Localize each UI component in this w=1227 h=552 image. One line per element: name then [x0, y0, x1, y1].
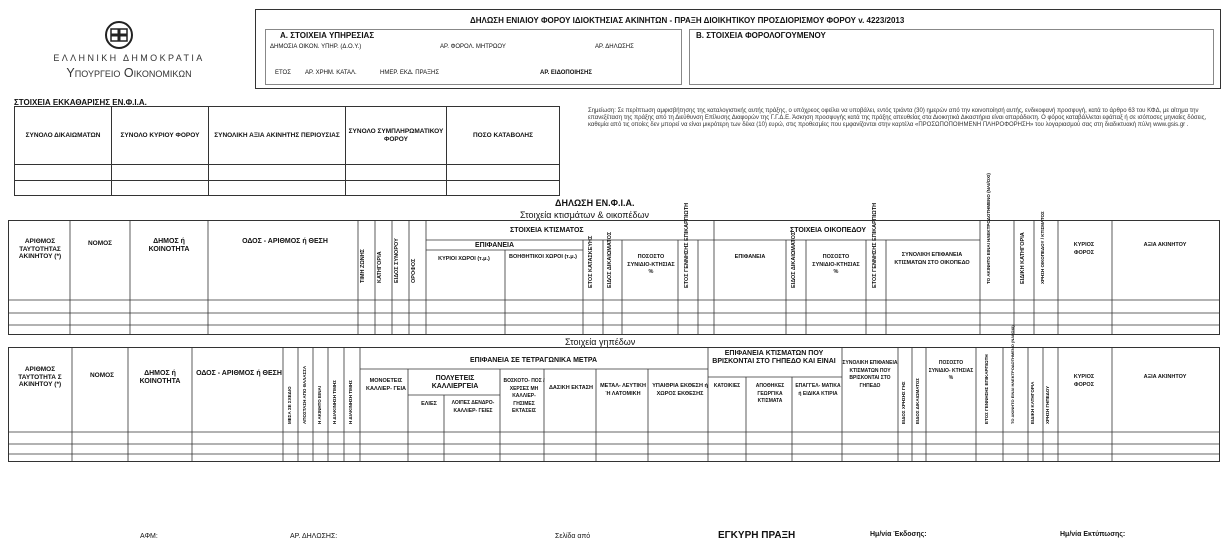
footer-afm: ΑΦΜ:: [140, 533, 158, 540]
t1-id: ΑΡΙΘΜΟΣ ΤΑΥΤΟΤΗΤΑΣ ΑΚΙΝΗΤΟΥ (*): [18, 238, 62, 260]
t1-v5: ΕΤΟΣ ΓΕΝΝΗΣΗΣ ΕΠΙΚΑΡΠΙΩΤΗ: [872, 202, 878, 288]
t2-katoikies: ΚΑΤΟΙΚΙΕΣ: [713, 383, 741, 389]
t2-axia: ΑΞΙΑ ΑΚΙΝΗΤΟΥ: [1143, 374, 1187, 380]
t2-monoeteis: ΜΟΝΟΕΤΕΙΣ ΚΑΛΛΙΕΡ- ΓΕΙΑ: [366, 378, 406, 392]
t1-v1-3: ΟΡΟΦΟΣ: [411, 258, 417, 283]
t1-v6-0: ΤΟ ΑΚΙΝΗΤΟ ΕΙΝΑΙ ΗΛΕΚΤΡΟΔΟΤΗΜΕΝΟ (ΝΑΙ/ΟΧΙ): [986, 173, 991, 284]
clearing-col-main-tax: ΣΥΝΟΛΟ ΚΥΡΙΟΥ ΦΟΡΟΥ: [112, 107, 209, 165]
t2-synoliki: ΣΥΝΟΛΙΚΗ ΕΠΙΦΑΝΕΙΑ ΚΤΙΣΜΑΤΩΝ ΠΟΥ ΒΡΙΣΚΟΝΤΑΙ ΣΤΟ ΓΗΠΕΔΟ: [842, 360, 898, 389]
t2-v3-3: ΧΡΗΣΗ ΓΗΠΕΔΟΥ: [1045, 385, 1050, 424]
section-a-row1-1: ΔΗΜΟΣΙΑ ΟΙΚΟΝ. ΥΠΗΡ. (Δ.Ο.Υ.): [270, 44, 362, 50]
t1-nomos: ΝΟΜΟΣ: [87, 240, 113, 247]
declaration-title: ΔΗΛΩΣΗ ΕΝ.Φ.Ι.Α.: [555, 198, 635, 208]
t1-synoliki: ΣΥΝΟΛΙΚΗ ΕΠΙΦΑΝΕΙΑ ΚΤΙΣΜΑΤΩΝ ΣΤΟ ΟΙΚΟΠΕΔΟ: [894, 252, 970, 266]
t2-v1-0: ΜΕΣΑ ΣΕ ΣΧΕΔΙΟ: [287, 386, 292, 424]
t2-odos: ΟΔΟΣ - ΑΡΙΘΜΟΣ ή ΘΕΣΗ: [196, 370, 282, 377]
clearing-table: [14, 106, 560, 196]
t1-epif2: ΕΠΙΦΑΝΕΙΑ: [734, 254, 766, 260]
section-a-title: Α. ΣΤΟΙΧΕΙΑ ΥΠΗΡΕΣΙΑΣ: [280, 31, 375, 40]
t1-v2-1: ΕΙΔΟΣ ΔΙΚΑΙΩΜΑΤΟΣ: [607, 231, 613, 288]
t2-pososto: ΠΟΣΟΣΤΟ ΣΥΝΙΔΙΟ- ΚΤΗΣΙΑΣ %: [928, 360, 974, 381]
state-emblem-icon: [104, 20, 134, 50]
republic-label: ΕΛΛΗΝΙΚΗ ΔΗΜΟΚΡΑΤΙΑ: [53, 53, 205, 63]
footer-ar-dilosis: ΑΡ. ΔΗΛΩΣΗΣ:: [290, 533, 338, 540]
t1-dimos: ΔΗΜΟΣ ή ΚΟΙΝΟΤΗΤΑ: [148, 238, 190, 253]
section-a-row2-2: ΑΡ. ΧΡΗΜ. ΚΑΤΑΛ.: [305, 70, 357, 76]
section-a-row1-2: ΑΡ. ΦΟΡΟΛ. ΜΗΤΡΩΟΥ: [440, 44, 506, 50]
t1-v1-2: ΕΙΔΟΣ ΣΥΝΟΡΟΥ: [394, 238, 400, 283]
form-title: ΔΗΛΩΣΗ ΕΝΙΑΙΟΥ ΦΟΡΟΥ ΙΔΙΟΚΤΗΣΙΑΣ ΑΚΙΝΗΤΩΝ - ΠΡΑΞΗ ΔΙΟΙΚΗΤΙΚΟΥ ΠΡΟΣΔΙΟΡΙΣΜΟΥ ΦΟΡΟΥ v. 4223/2013: [470, 16, 905, 25]
t1-kyrios: ΚΥΡΙΟΣ ΦΟΡΟΣ: [1073, 242, 1095, 256]
t1-v6-2: ΧΡΗΣΗ ΟΙΚΟΠΕΔΟΥ / ΚΤΙΣΜΑΤΟΣ: [1040, 211, 1045, 284]
t2-dasiki: ΔΑΣΙΚΗ ΕΚΤΑΣΗ: [548, 385, 594, 391]
clearing-col-rights: ΣΥΝΟΛΟ ΔΙΚΑΙΩΜΑΤΩΝ: [15, 107, 112, 165]
clearing-col-payment: ΠΟΣΟ ΚΑΤΑΒΟΛΗΣ: [447, 107, 560, 165]
footer-valid: ΕΓΚΥΡΗ ΠΡΑΞΗ: [718, 530, 796, 541]
t2-id: ΑΡΙΘΜΟΣ ΤΑΥΤΟΤΗΤΑ Σ ΑΚΙΝΗΤΟΥ (*): [18, 366, 62, 388]
clearing-title: ΣΤΟΙΧΕΙΑ ΕΚΚΑΘΑΡΙΣΗΣ ΕΝ.Φ.Ι.Α.: [14, 98, 147, 107]
t1-v2-0: ΕΤΟΣ ΚΑΤΑΣΚΕΥΗΣ: [588, 235, 594, 288]
t1-oikopedo: ΣΤΟΙΧΕΙΑ ΟΙΚΟΠΕΔΟΥ: [790, 227, 867, 234]
t2-v1-2: Η ΑΚΙΝΗΤΟ ΕΙΝΑΙ: [317, 385, 322, 424]
t1-v1-1: ΚΑΤΗΓΟΡΙΑ: [377, 251, 383, 283]
clearing-col-supp-tax: ΣΥΝΟΛΟ ΣΥΜΠΛΗΡΩΜΑΤΙΚΟΥ ΦΟΡΟΥ: [346, 107, 447, 165]
t2-nomos: ΝΟΜΟΣ: [89, 372, 115, 379]
clearing-col-total-value: ΣΥΝΟΛΙΚΗ ΑΞΙΑ ΑΚΙΝΗΤΗΣ ΠΕΡΙΟΥΣΙΑΣ: [209, 107, 346, 165]
t2-v1-3: Η ΔΙΑΚΙΝΗΣΗ ΤΙΜΗΣ: [332, 380, 337, 424]
section-a-row2-1: ΕΤΟΣ: [275, 70, 291, 76]
t2-metalleytiki: ΜΕΤΑΛ- ΛΕΥΤΙΚΗ Ή ΛΑΤΟΜΙΚΗ: [600, 383, 646, 397]
t2-epaggel: ΕΠΑΓΓΕΛ- ΜΑΤΙΚΑ ή ΕΙΔΙΚΑ ΚΤΙΡΙΑ: [795, 383, 841, 397]
t1-voith: ΒΟΗΘΗΤΙΚΟΙ ΧΩΡΟΙ (τ.μ.): [508, 254, 578, 260]
t2-v2-1: ΕΙΔΟΣ ΔΙΚΑΙΩΜΑΤΟΣ: [915, 378, 920, 424]
t2-voskotopos: ΒΟΣΚΟΤΟ- ΠΟΣ / ΧΕΡΣΕΣ ΜΗ ΚΑΛΛΙΕΡ- ΓΗΣΙΜΕΣ ΕΚΤΑΣΕΙΣ: [503, 378, 545, 414]
t2-v2-0: ΕΙΔΟΣ ΧΡΗΣΗΣ ΓΗΣ: [901, 381, 906, 424]
t1-v6-1: ΕΙΔΙΚΗ ΚΑΤΗΓΟΡΙΑ: [1020, 232, 1026, 284]
t1-epifaneia: ΕΠΙΦΑΝΕΙΑ: [475, 242, 515, 249]
t1-v4: ΕΙΔΟΣ ΔΙΚΑΙΩΜΑΤΟΣ: [791, 231, 797, 288]
section-a-row2-4: ΑΡ. ΕΙΔΟΠΟΙΗΣΗΣ: [540, 70, 592, 76]
t2-v1-4: Η ΔΙΑΚΙΝΗΣΗ ΤΙΜΗΣ: [348, 380, 353, 424]
t1-odos: ΟΔΟΣ - ΑΡΙΘΜΟΣ ή ΘΕΣΗ: [242, 238, 328, 245]
section-a-row2-3: ΗΜΕΡ. ΕΚΔ. ΠΡΑΞΗΣ: [380, 70, 440, 76]
footer-page: Σελίδα από: [555, 533, 591, 540]
t2-polyeteis: ΠΟΛΥΕΤΕΙΣ ΚΑΛΛΙΕΡΓΕΙΑ: [431, 375, 479, 390]
section-a-row1-3: ΑΡ. ΔΗΛΩΣΗΣ: [595, 44, 634, 50]
t1-axia: ΑΞΙΑ ΑΚΙΝΗΤΟΥ: [1143, 242, 1187, 248]
t2-v3-2: ΕΙΔΙΚΗ ΚΑΤΗΓΟΡΙΑ: [1030, 381, 1035, 424]
t1-v1-0: ΤΙΜΗ ΖΩΝΗΣ: [360, 249, 366, 283]
t1-pososto: ΠΟΣΟΣΤΟ ΣΥΝΙΔΙΟ-ΚΤΗΣΙΑΣ %: [627, 254, 675, 275]
t1-pososto2: ΠΟΣΟΣΤΟ ΣΥΝΙΔΙΟ-ΚΤΗΣΙΑΣ %: [812, 254, 860, 275]
t2-elies: ΕΛΙΕΣ: [421, 401, 437, 407]
t2-kyrios: ΚΥΡΙΟΣ ΦΟΡΟΣ: [1073, 374, 1095, 388]
land-subtitle: Στοιχεία γηπέδων: [565, 337, 636, 347]
section-b-title: Β. ΣΤΟΙΧΕΙΑ ΦΟΡΟΛΟΓΟΥΜΕΝΟΥ: [696, 31, 826, 40]
t2-loipes: ΛΟΙΠΕΣ ΔΕΝΔΡΟ- ΚΑΛΛΙΕΡ- ΓΕΙΕΣ: [451, 400, 495, 414]
t2-v1-1: ΑΠΟΣΤΑΣΗ ΑΠΟ ΘΑΛΑΣΣΑ: [302, 365, 307, 424]
t2-epif-ktism: ΕΠΙΦΑΝΕΙΑ ΚΤΙΣΜΑΤΩΝ ΠΟΥ ΒΡΙΣΚΟΝΤΑΙ ΣΤΟ ΓΗΠΕΔΟ ΚΑΙ ΕΙΝΑΙ: [712, 350, 836, 365]
t2-v3-1: ΤΟ ΑΚΙΝΗΤΟ ΕΙΝΑΙ ΗΛΕΚΤΡΟΔΟΤΗΜΕΝΟ (ΝΑΙ/ΟΧΙ): [1010, 325, 1015, 424]
t2-epifaneia: ΕΠΙΦΑΝΕΙΑ ΣΕ ΤΕΤΡΑΓΩΝΙΚΑ ΜΕΤΡΑ: [470, 357, 598, 364]
footer-issue-date: Ημ/νία Έκδοσης:: [870, 531, 927, 538]
t1-ktisma: ΣΤΟΙΧΕΙΑ ΚΤΙΣΜΑΤΟΣ: [510, 227, 584, 234]
buildings-subtitle: Στοιχεία κτισμάτων & οικοπέδων: [520, 210, 649, 220]
t2-ypaithria: ΥΠΑΙΘΡΙΑ ΕΚΘΕΣΗ ή ΧΩΡΟΣ ΕΚΘΕΣΗΣ: [652, 383, 708, 397]
t2-apothikes: ΑΠΟΘΗΚΕΣ ΓΕΩΡΓΙΚΑ ΚΤΙΣΜΑΤΑ: [755, 383, 785, 404]
ministry-label: Υπουργειο Οικονομικων: [66, 66, 192, 80]
t2-v3-0: ΕΤΟΣ ΓΕΝΝΗΣΗΣ ΕΠΙΚΑΡΠΙΩΤΗ: [984, 354, 989, 424]
legal-note: Σημείωση: Σε περίπτωση αμφισβήτησης της καταλογιστικής αυτής πράξης, ο υπόχρεος οφείλει να υποβάλει, εντός τριάντα (30) ημερών από την κοινοποίησή αυτής, ενδικοφανή προσφυγή, κατά το άρθρο 63 του ΚΦΔ, με αίτημα την επανεξέταση της πράξης από τη Διεύθυνση Επίλυσης Διαφορών της Γ.Γ.Δ.Ε. Άσκηση προσφυγής κατά της πράξης απευθείας στα Διοικητικά Δικαστήρια είναι απαράδεκτη. Ο φόρος καταβάλλεται εφάπαξ ή σε ισόποσες μηνιαίες δόσεις, καθεμία από τις οποίες δεν μπορεί να είναι μικρότερη των δέκα (10) ευρώ, στις προθεσμίες που εμφανίζονται στην καρτέλα «ΠΡΟΣΩΠΟΠΟΙΗΜΕΝΗ ΠΛΗΡΟΦΟΡΗΣΗ» του λογαριασμού σας στη διαδικτυακή πύλη www.gsis.gr .: [588, 108, 1207, 129]
t1-kyrioi: ΚΥΡΙΟΙ ΧΩΡΟΙ (τ.μ.): [438, 256, 490, 262]
t2-dimos: ΔΗΜΟΣ ή ΚΟΙΝΟΤΗΤΑ: [139, 370, 181, 385]
t1-v3: ΕΤΟΣ ΓΕΝΝΗΣΗΣ ΕΠΙΚΑΡΠΙΩΤΗ: [684, 202, 690, 288]
footer-print-date: Ημ/νία Εκτύπωσης:: [1060, 531, 1126, 538]
